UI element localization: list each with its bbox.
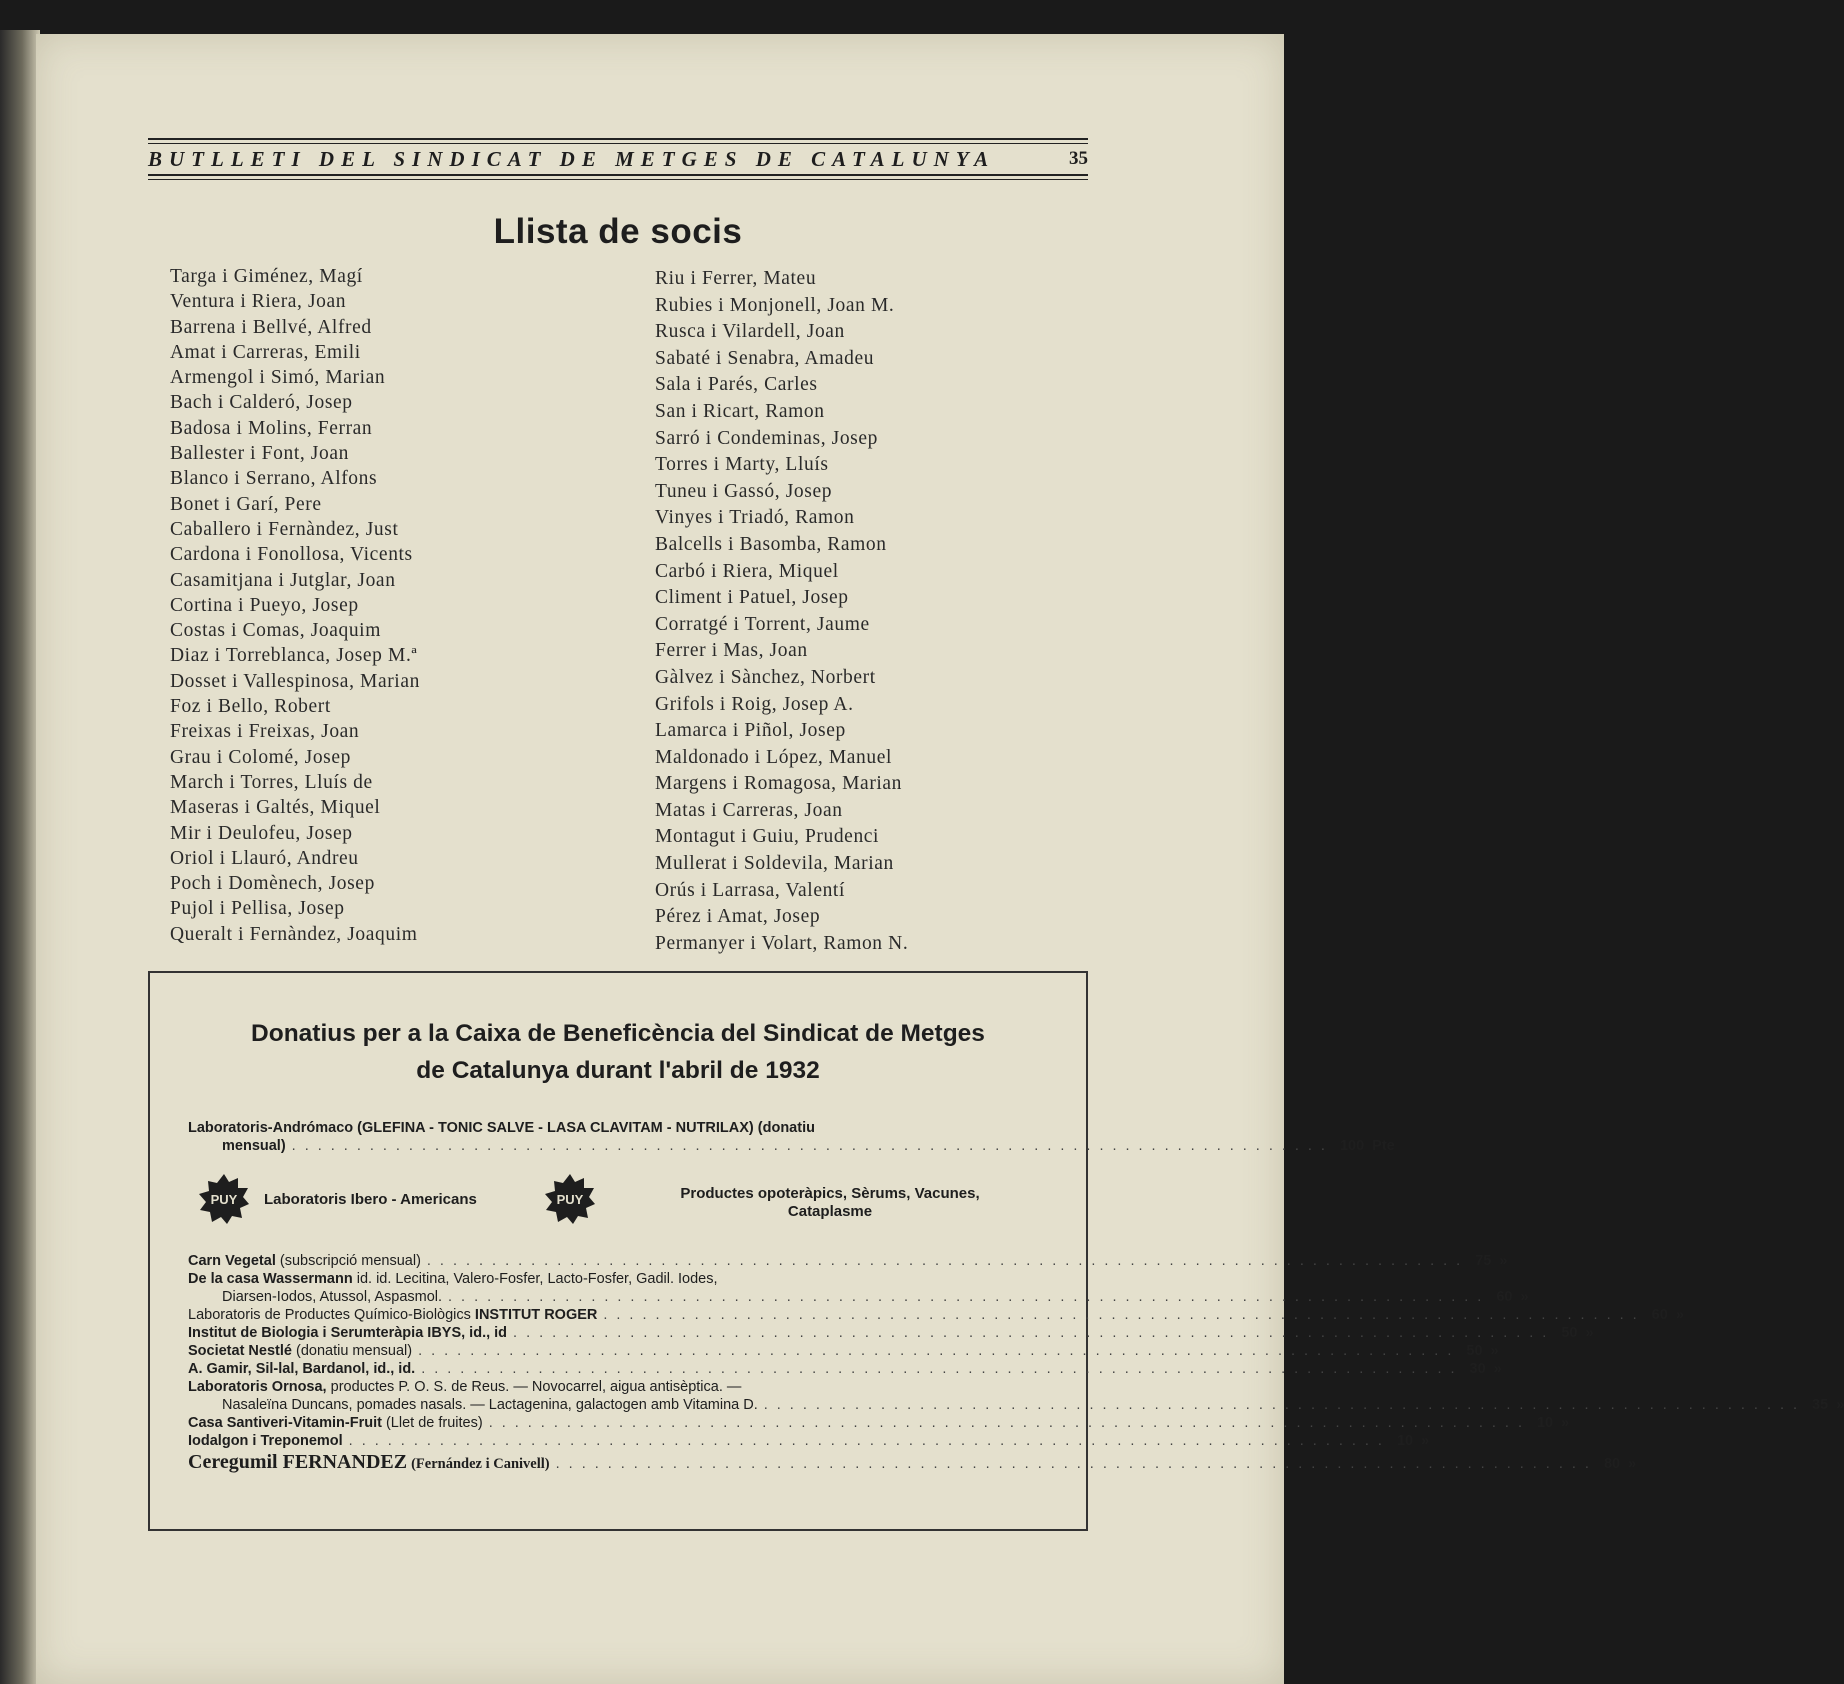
member-name: Amat i Carreras, Emili (170, 341, 361, 363)
member-name: Matas i Carreras, Joan (655, 799, 843, 821)
member-name: Riu i Ferrer, Mateu (655, 268, 817, 289)
donation-amount: 10 (1396, 1433, 1414, 1449)
member-name: Mullerat i Soldevila, Marian (655, 853, 894, 875)
dot-leader: ................................................................................ (603, 1307, 1646, 1323)
donation-entry-santiveri (188, 1414, 1570, 1432)
donation-bold: Carn Vegetal (188, 1253, 276, 1269)
donation-unit: » (1490, 1343, 1499, 1359)
donation-unit: » (1675, 1307, 1684, 1323)
member-name: Climent i Patuel, Josep (655, 587, 849, 609)
member-name: Sabaté i Senabra, Amadeu (655, 347, 875, 369)
donation-unit: » (1421, 1433, 1430, 1449)
dot-leader: ................................................................................ (421, 1361, 1464, 1377)
member-name: Pérez i Amat, Josep (655, 906, 821, 928)
dot-leader: ................................................................................ (763, 1397, 1807, 1413)
member-name: Sarró i Condeminas, Josep (655, 427, 878, 449)
dot-leader: ................................................................................ (448, 1289, 1491, 1305)
member-name: Bonet i Garí, Pere (170, 493, 322, 515)
donation-bold: Laboratoris Ornosa, (188, 1379, 327, 1395)
donation-entry-ceregumil (188, 1450, 1637, 1476)
puy-logo-text: PUY (210, 1192, 238, 1207)
members-left-column (170, 264, 420, 947)
member-name: Rubies i Monjonell, Joan M. (655, 294, 895, 316)
member-name: Badosa i Molins, Ferran (170, 417, 373, 439)
header-rule-bottom (148, 174, 1088, 176)
member-name: Montagut i Guiu, Prudenci (655, 826, 880, 848)
puy-right-line-2: Cataplasme (787, 1203, 873, 1220)
donation-text: productes P. O. S. de Reus. — Novocarrel, aigua antisèptica. — (330, 1379, 742, 1395)
donation-unit: » (1585, 1325, 1594, 1341)
member-name: Torres i Marty, Lluís (655, 454, 829, 476)
member-name: Gàlvez i Sànchez, Norbert (655, 666, 876, 688)
puy-right-text (610, 1185, 1050, 1221)
member-name: Costas i Comas, Joaquim (170, 620, 381, 642)
member-name: Foz i Bello, Robert (170, 696, 331, 718)
dot-leader: ................................................................................ (513, 1325, 1556, 1341)
donation-amount: 35 (1812, 1397, 1829, 1413)
donation-amount: 50 (1466, 1343, 1483, 1359)
member-name: Diaz i Torreblanca, Josep M.ª (170, 645, 418, 667)
donation-unit: Pte (1372, 1138, 1395, 1154)
donation-text: Iodalgon i Treponemol (188, 1433, 343, 1449)
donation-amount: 75 (1475, 1253, 1492, 1269)
journal-title: BUTLLETI DEL SINDICAT DE METGES DE CATALUNYA (148, 146, 996, 171)
member-name: Cortina i Pueyo, Josep (170, 594, 359, 616)
member-name: Targa i Giménez, Magí (170, 266, 363, 287)
donation-text-cont: mensual) (222, 1138, 286, 1154)
member-name: Pujol i Pellisa, Josep (170, 898, 345, 920)
donation-unit: » (1628, 1456, 1637, 1472)
member-name: Lamarca i Piñol, Josep (655, 720, 846, 742)
donation-text-cont: Diarsen-Iodos, Atussol, Aspasmol. (222, 1289, 443, 1305)
members-right-column (655, 266, 908, 957)
donations-title-line-1: Donatius per a la Caixa de Beneficència del Sindicat de Metges (251, 1020, 985, 1047)
members-list-title: Llista de socis (493, 212, 743, 251)
member-name: Freixas i Freixas, Joan (170, 721, 360, 743)
member-name: Blanco i Serrano, Alfons (170, 468, 378, 490)
member-name: Oriol i Llauró, Andreu (170, 847, 359, 869)
puy-logo-text-2: PUY (556, 1192, 584, 1207)
donation-bold: Ceregumil FERNANDEZ (188, 1451, 408, 1473)
member-name: Mir i Deulofeu, Josep (170, 822, 353, 844)
header-rule-bottom-thin (148, 179, 1088, 180)
member-name: Rusca i Vilardell, Joan (655, 321, 845, 343)
donation-unit: » (1499, 1253, 1508, 1269)
member-name: Vinyes i Triadó, Ramon (655, 507, 855, 529)
donation-text: (subscripció mensual) (279, 1253, 421, 1269)
member-name: Ballester i Font, Joan (170, 443, 349, 465)
donation-bold: INSTITUT ROGER (474, 1307, 598, 1323)
donation-entry-ornosa (188, 1378, 1844, 1414)
member-name: Dosset i Vallespinosa, Marian (170, 670, 420, 692)
member-name: Casamitjana i Jutglar, Joan (170, 569, 396, 591)
donation-entry-nestle (188, 1342, 1499, 1360)
donation-amount: 60 (1651, 1307, 1668, 1323)
member-name: Tuneu i Gassó, Josep (655, 480, 833, 502)
puy-logo-icon-2 (544, 1173, 596, 1225)
donation-bold: Casa Santiveri-Vitamin-Fruit (188, 1415, 382, 1431)
donation-text: (Llet de fruites) (385, 1415, 483, 1431)
donation-text: id. id. Lecitina, Valero-Fosfer, Lacto-Fosfer, Gadil. Iodes, (356, 1271, 718, 1287)
member-name: Corratgé i Torrent, Jaume (655, 613, 870, 635)
member-name: Carbó i Riera, Miquel (655, 560, 839, 582)
member-name: Sala i Parés, Carles (655, 374, 818, 396)
puy-left-text: Laboratoris Ibero - Americans (264, 1191, 477, 1208)
member-name: Poch i Domènech, Josep (170, 873, 375, 895)
dot-leader: ................................................................................ (488, 1415, 1531, 1431)
donation-entry-carn-vegetal (188, 1252, 1508, 1270)
member-name: Grifols i Roig, Josep A. (655, 693, 854, 715)
donation-unit: » (1493, 1361, 1502, 1377)
dot-leader: ................................................................................ (291, 1138, 1334, 1154)
member-name: Cardona i Fonollosa, Vicents (170, 544, 413, 566)
header-rule-top (148, 138, 1088, 140)
member-name: Ventura i Riera, Joan (170, 291, 347, 313)
donation-amount: 100 (1339, 1138, 1365, 1154)
member-name: Queralt i Fernàndez, Joaquim (170, 923, 418, 945)
donation-text: Laboratoris-Andrómaco (GLEFINA - TONIC SALVE - LASA CLAVITAM - NUTRILAX) (donatiu (188, 1120, 815, 1136)
donation-text: (donatiu mensual) (296, 1343, 413, 1359)
puy-logo-icon (198, 1173, 250, 1225)
donation-amount: 80 (1603, 1456, 1621, 1472)
puy-advert (198, 1173, 1058, 1229)
member-name: Armengol i Simó, Marian (170, 367, 386, 389)
donation-entry-iodalgon (188, 1432, 1430, 1450)
donation-bold: De la casa Wassermann (188, 1271, 353, 1287)
donation-text: (Fernández i Canivell) (411, 1456, 550, 1472)
member-name: Grau i Colomé, Josep (170, 746, 351, 768)
donation-entry-wassermann (188, 1270, 1529, 1306)
puy-right-line-1: Productes opoteràpics, Sèrums, Vacunes, (680, 1185, 980, 1202)
page-number: 35 (1069, 148, 1088, 169)
donation-amount: 60 (1496, 1289, 1513, 1305)
donation-amount: 10 (1536, 1415, 1554, 1431)
donation-unit: » (1520, 1289, 1529, 1305)
dot-leader: ................................................................................ (426, 1253, 1470, 1269)
donation-text: A. Gamir, Sil-lal, Bardanol, id., id. (188, 1361, 416, 1377)
donations-title-line-2: de Catalunya durant l'abril de 1932 (416, 1057, 820, 1084)
donations-title (150, 1015, 1086, 1089)
donation-text: Institut de Biologia i Serumteràpia IBYS, id., id (188, 1325, 508, 1341)
member-name: Maldonado i López, Manuel (655, 746, 893, 768)
donation-unit: » (1561, 1415, 1570, 1431)
donation-entry-andromaco (188, 1119, 1395, 1155)
donation-text-cont: Nasaleïna Duncans, pomades nasals. — Lactagenina, galactogen amb Vitamina D. (222, 1397, 758, 1413)
donation-text: Laboratoris de Productes Químico-Biològics (188, 1307, 471, 1323)
donations-box (148, 971, 1844, 1531)
dot-leader: ................................................................................ (555, 1456, 1598, 1472)
member-name: Margens i Romagosa, Marian (655, 773, 903, 795)
donation-bold: Societat Nestlé (188, 1343, 292, 1359)
member-name: March i Torres, Lluís de (170, 771, 373, 793)
dot-leader: ................................................................................ (348, 1433, 1391, 1449)
dot-leader: ................................................................................ (418, 1343, 1461, 1359)
member-name: San i Ricart, Ramon (655, 400, 825, 422)
member-name: Balcells i Basomba, Ramon (655, 533, 887, 555)
member-name: Bach i Calderó, Josep (170, 392, 353, 414)
donation-entry-roger (188, 1306, 1684, 1324)
member-name: Ferrer i Mas, Joan (655, 640, 808, 662)
donation-entry-ibys (188, 1324, 1594, 1342)
book-binding (0, 30, 40, 1684)
member-name: Permanyer i Volart, Ramon N. (655, 932, 909, 954)
donation-amount: 30 (1469, 1361, 1486, 1377)
running-header (148, 138, 1088, 180)
member-name: Barrena i Bellvé, Alfred (170, 316, 372, 338)
header-row (148, 144, 1088, 174)
donation-amount: 50 (1561, 1325, 1578, 1341)
member-name: Maseras i Galtés, Miquel (170, 797, 381, 819)
donation-entry-gamir (188, 1360, 1502, 1378)
donation-unit: » (1836, 1397, 1844, 1413)
member-name: Orús i Larrasa, Valentí (655, 879, 845, 901)
member-name: Caballero i Fernàndez, Just (170, 518, 399, 540)
